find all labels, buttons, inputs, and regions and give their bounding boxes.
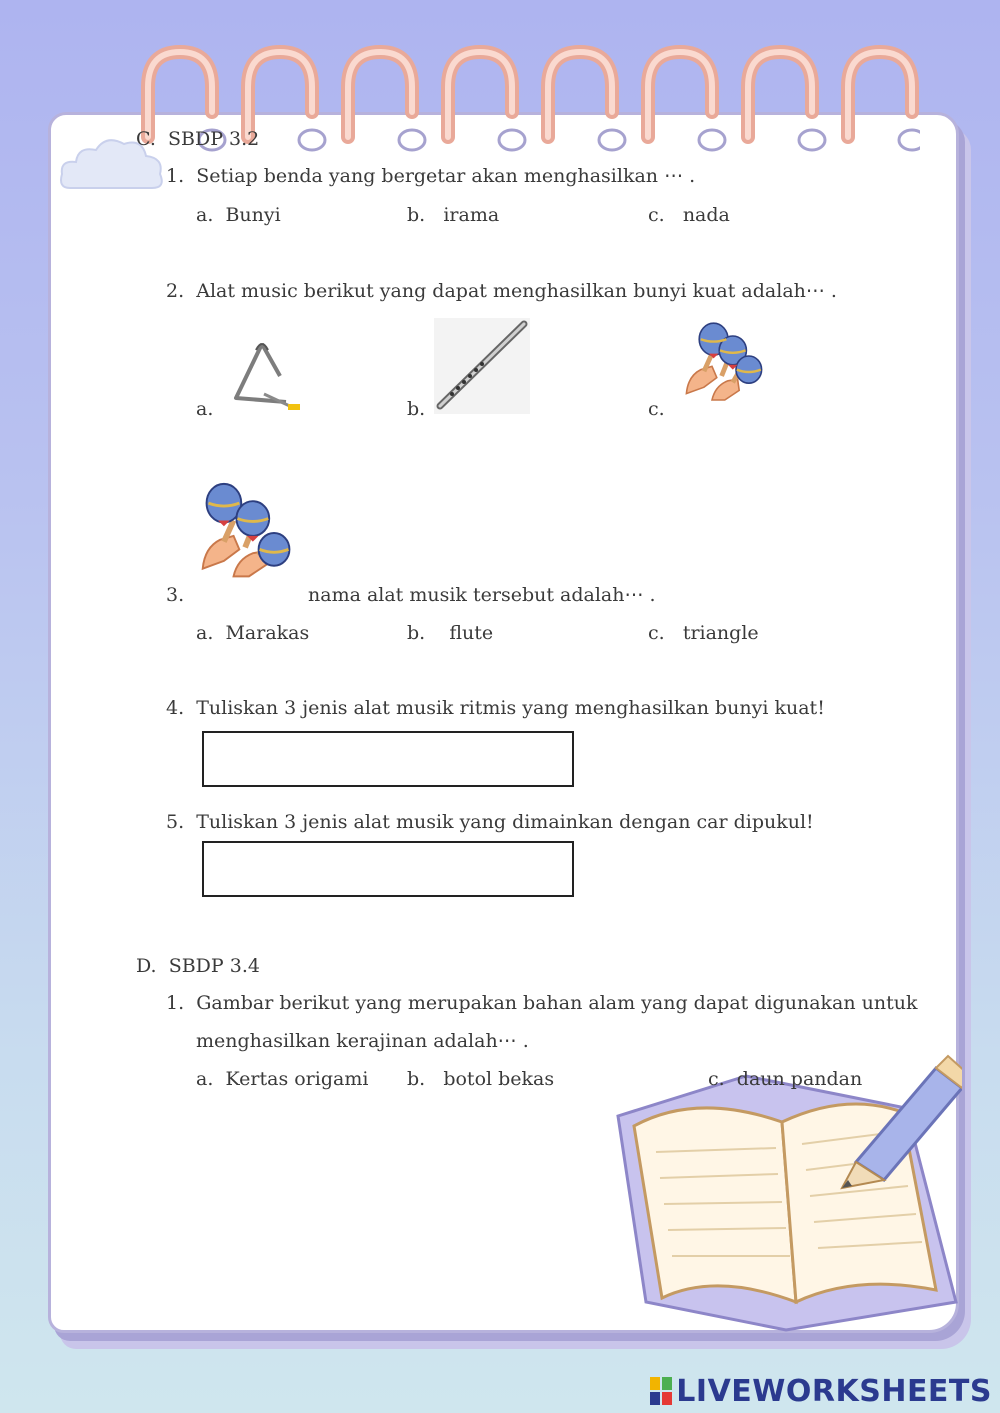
book-pencil-icon	[606, 1052, 962, 1334]
question-text: Alat music berikut yang dapat menghasilkan bunyi kuat adalah⋯ .	[196, 280, 837, 302]
maracas-instrument-icon	[194, 480, 302, 586]
question-number: 5.	[166, 811, 185, 833]
option-text: irama	[443, 204, 500, 226]
option-c[interactable]	[648, 621, 759, 645]
section-c-heading	[136, 127, 259, 151]
option-a[interactable]	[196, 621, 309, 645]
liveworksheets-badge-icon	[650, 1377, 672, 1405]
question-d1-line2: menghasilkan kerajinan adalah⋯ .	[196, 1030, 529, 1052]
question-text: Tuliskan 3 jenis alat musik ritmis yang menghasilkan bunyi kuat!	[196, 697, 825, 719]
question-1	[166, 164, 695, 188]
section-title: SBDP 3.4	[168, 955, 260, 977]
option-letter: b.	[407, 622, 426, 644]
option-c[interactable]	[708, 1067, 862, 1091]
question-d1	[166, 991, 918, 1015]
option-b[interactable]	[407, 1067, 554, 1091]
question-3-number: 3.	[166, 584, 185, 606]
question-text: Setiap benda yang bergetar akan menghasilkan ⋯ .	[196, 165, 696, 187]
option-b[interactable]	[407, 621, 493, 645]
option-c-letter[interactable]: c.	[648, 398, 665, 420]
option-letter: b.	[407, 1068, 426, 1090]
question-number: 4.	[166, 697, 185, 719]
option-letter: a.	[196, 1068, 214, 1090]
question-number: 1.	[166, 992, 185, 1014]
option-letter: a.	[196, 622, 214, 644]
option-c[interactable]	[648, 203, 730, 227]
option-letter: a.	[196, 204, 214, 226]
section-letter: C.	[136, 128, 156, 150]
question-text: Tuliskan 3 jenis alat musik yang dimainkan dengan car dipukul!	[196, 811, 814, 833]
option-b[interactable]	[407, 203, 499, 227]
option-text: triangle	[682, 622, 759, 644]
question-2	[166, 279, 837, 303]
answer-input-q4[interactable]	[202, 731, 574, 787]
spiral-binding	[120, 42, 920, 172]
section-letter: D.	[136, 955, 157, 977]
option-text: Bunyi	[225, 204, 281, 226]
question-5	[166, 810, 814, 834]
option-letter: c.	[648, 622, 665, 644]
question-number: 2.	[166, 280, 185, 302]
option-text: botol bekas	[443, 1068, 555, 1090]
section-title: SBDP 3.2	[168, 128, 260, 150]
question-number: 1.	[166, 165, 185, 187]
question-text: Gambar berikut yang merupakan bahan alam yang dapat digunakan untuk	[196, 992, 918, 1014]
question-4	[166, 696, 825, 720]
maracas-instrument-icon[interactable]	[678, 320, 770, 408]
option-letter: b.	[407, 204, 426, 226]
question-3-text: nama alat musik tersebut adalah⋯ .	[308, 584, 656, 606]
option-text: nada	[682, 204, 730, 226]
triangle-instrument-icon[interactable]	[222, 336, 306, 416]
option-text: Marakas	[225, 622, 310, 644]
option-letter: c.	[648, 204, 665, 226]
option-a-letter[interactable]: a.	[196, 398, 214, 420]
option-a[interactable]	[196, 1067, 368, 1091]
option-text: flute	[449, 622, 494, 644]
section-d-heading	[136, 954, 260, 978]
answer-input-q5[interactable]	[202, 841, 574, 897]
option-text: Kertas origami	[225, 1068, 369, 1090]
logo-text: LIVEWORKSHEETS	[676, 1373, 992, 1409]
option-text: daun pandan	[736, 1068, 863, 1090]
option-a[interactable]	[196, 203, 281, 227]
flute-instrument-icon[interactable]	[434, 318, 530, 414]
option-b-letter[interactable]: b.	[407, 398, 426, 420]
liveworksheets-logo[interactable]	[650, 1371, 992, 1411]
option-letter: c.	[708, 1068, 725, 1090]
